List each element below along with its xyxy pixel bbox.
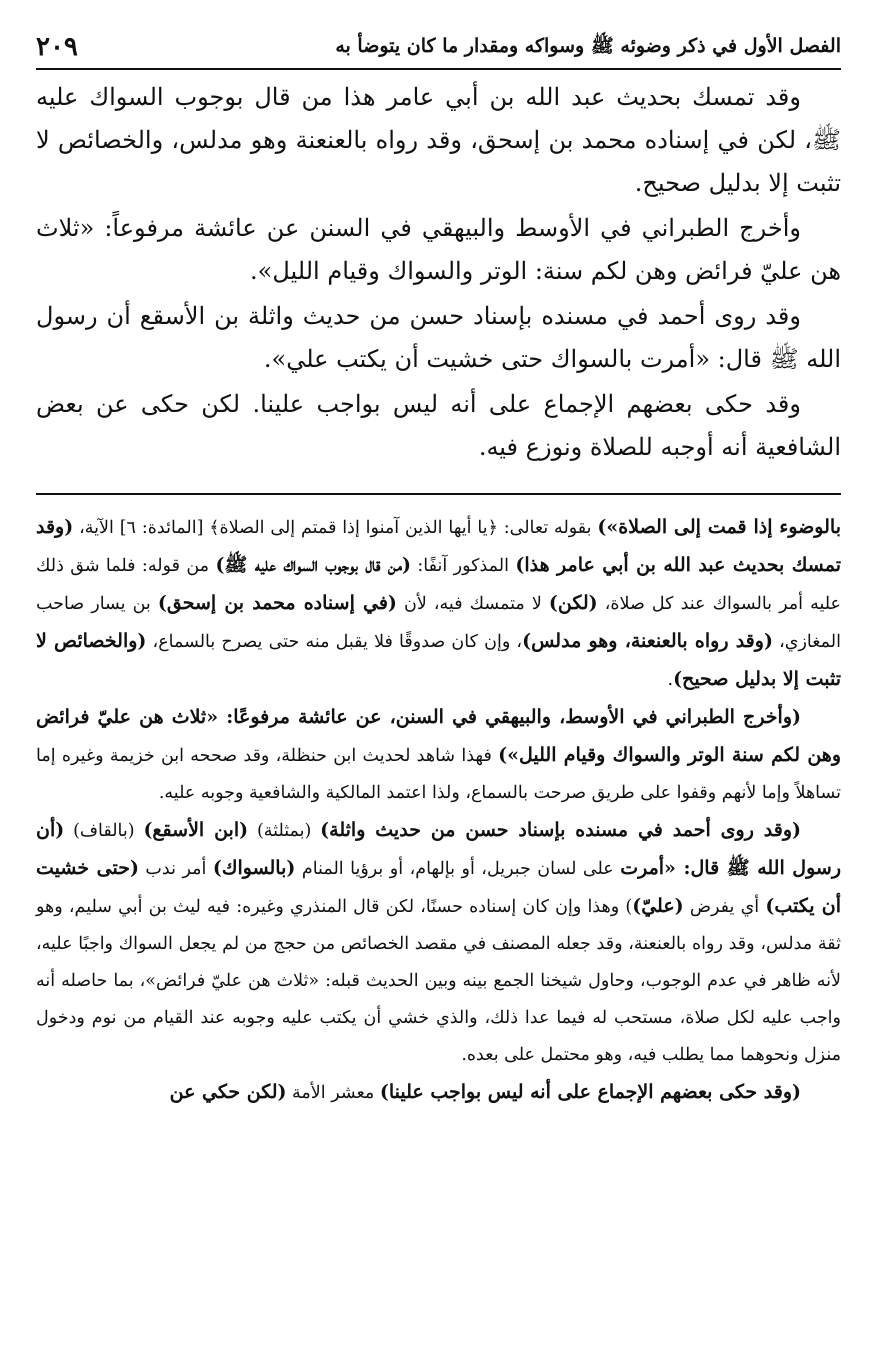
quoted-main-text: (والخصائص لا تثبت إلا بدليل صحيح)	[36, 630, 841, 690]
main-paragraph: وأخرج الطبراني في الأوسط والبيهقي في السنن عن عائشة مرفوعاً: «ثلاث هن عليّ فرائض وهن لكم سنة: الوتر والسواك وقيام الليل».	[36, 214, 841, 285]
commentary-text: لا متمسك فيه، لأن	[396, 594, 549, 614]
commentary-text: المذكور آنفًا:	[411, 556, 516, 576]
quoted-main-text: (وقد رواه بالعنعنة، وهو مدلس)	[522, 630, 773, 652]
page-header	[36, 28, 841, 70]
commentary-text: (بمثلثة)	[248, 821, 321, 841]
commentary-text: (بالقاف)	[64, 821, 144, 841]
commentary-text: أمر ندب	[138, 859, 213, 879]
main-paragraph: وقد تمسك بحديث عبد الله بن أبي عامر هذا من قال بوجوب السواك عليه ﷺ، لكن في إسناده محمد بن إسحق، وقد رواه بالعنعنة وهو مدلس، والخصائص لا تثبت إلا بدليل صحيح.	[36, 83, 841, 197]
page-number: ٢٠٩	[36, 32, 78, 62]
commentary-paragraph	[36, 699, 841, 812]
quoted-main-text: (بالسواك)	[212, 857, 296, 879]
quoted-main-text: بالوضوء إذا قمت إلى الصلاة»)	[597, 516, 841, 538]
quoted-main-text: (من قال بوجوب السواك عليه ﷺ)	[215, 554, 412, 576]
main-paragraph: وقد حكى بعضهم الإجماع على أنه ليس بواجب علينا. لكن حكى عن بعض الشافعية أنه أوجبه للصلاة ونوزع فيه.	[36, 390, 841, 461]
quoted-main-text: (ابن الأسقع)	[143, 819, 249, 841]
quoted-main-text: (لكن)	[548, 592, 598, 614]
commentary-text: من قوله: فلما شق ذلك عليه أمر بالسواك عند كل صلاة،	[36, 556, 841, 614]
commentary-text: فهذا شاهد لحديث ابن حنظلة، وقد صححه ابن خزيمة وغيره إما تساهلاً وإما لأنهم وقفوا على طريق صرحت بالسماع، ولذا اعتمد المالكية والشافعية وجوبه عليه.	[36, 746, 841, 803]
separator-line	[36, 493, 841, 495]
commentary-text: على لسان جبريل، أو بإلهام، أو برؤيا المنام	[295, 859, 621, 879]
commentary-paragraph	[36, 812, 841, 1074]
quoted-main-text: (أن رسول الله ﷺ قال: «أمرت	[36, 819, 841, 879]
commentary	[36, 509, 841, 1112]
quoted-main-text: (عليّ)	[632, 895, 684, 917]
running-title: الفصل الأول في ذكر وضوئه ﷺ وسواكه ومقدار ما كان يتوضأ به	[335, 35, 841, 57]
commentary-text: أي يفرض	[683, 897, 766, 917]
quoted-main-text: (وقد روى أحمد في مسنده بإسناد حسن من حديث واثلة)	[320, 819, 801, 841]
commentary-text: .	[667, 670, 674, 690]
commentary-text: ، وإن كان صدوقًا فلا يقبل منه حتى يصرح بالسماع،	[146, 632, 523, 652]
quoted-main-text: (لكن حكي عن	[169, 1081, 287, 1103]
quoted-main-text: (وأخرج الطبراني في الأوسط، والبيهقي في السنن، عن عائشة مرفوعًا: «ثلاث هن عليّ فرائض وهن لكم سنة الوتر والسواك وقيام الليل»)	[36, 706, 841, 766]
commentary-text: بن يسار صاحب المغازي،	[36, 594, 841, 652]
quoted-main-text: (وقد تمسك بحديث عبد الله بن أبي عامر هذا)	[36, 516, 841, 576]
quoted-main-text: (وقد حكى بعضهم الإجماع على أنه ليس بواجب علينا)	[379, 1081, 801, 1103]
commentary-paragraph	[36, 1074, 841, 1112]
commentary-text: بقوله تعالى: ﴿يا أيها الذين آمنوا إذا قمتم إلى الصلاة﴾ [المائدة: ٦] الآية،	[73, 518, 598, 538]
quoted-main-text: (في إسناده محمد بن إسحق)	[157, 592, 397, 614]
commentary-paragraph	[36, 509, 841, 699]
commentary-text: معشر الأمة	[286, 1083, 380, 1103]
commentary-text: ) وهذا وإن كان إسناده حسنًا، لكن قال المنذري وغيره: فيه ليث بن أبي سليم، وهو ثقة مدلس، وقد رواه بالعنعنة، وقد جعله المصنف في مقصد الخصائص من حجج من لم يجعل السواك واجبًا عليه، لأنه ظاهر في عدم الوجوب، وحاول شيخنا الجمع بينه وبين الحديث قبله: «ثلاث هن عليّ فرائض»، بما حاصله أنه واجب عليه لكل صلاة، مستحب له فيما عدا ذلك، والذي خشي أن يكتب عليه وجوبه عند القيام من نوم ودخول منزل ونحوهما مما يطلب فيه، وهو محتمل على بعده.	[36, 897, 842, 1065]
quoted-main-text: (حتى خشيت أن يكتب)	[36, 857, 841, 917]
main-paragraph: وقد روى أحمد في مسنده بإسناد حسن من حديث واثلة بن الأسقع أن رسول الله ﷺ قال: «أمرت بالسواك حتى خشيت أن يكتب علي».	[36, 302, 841, 373]
main-text	[36, 76, 841, 469]
